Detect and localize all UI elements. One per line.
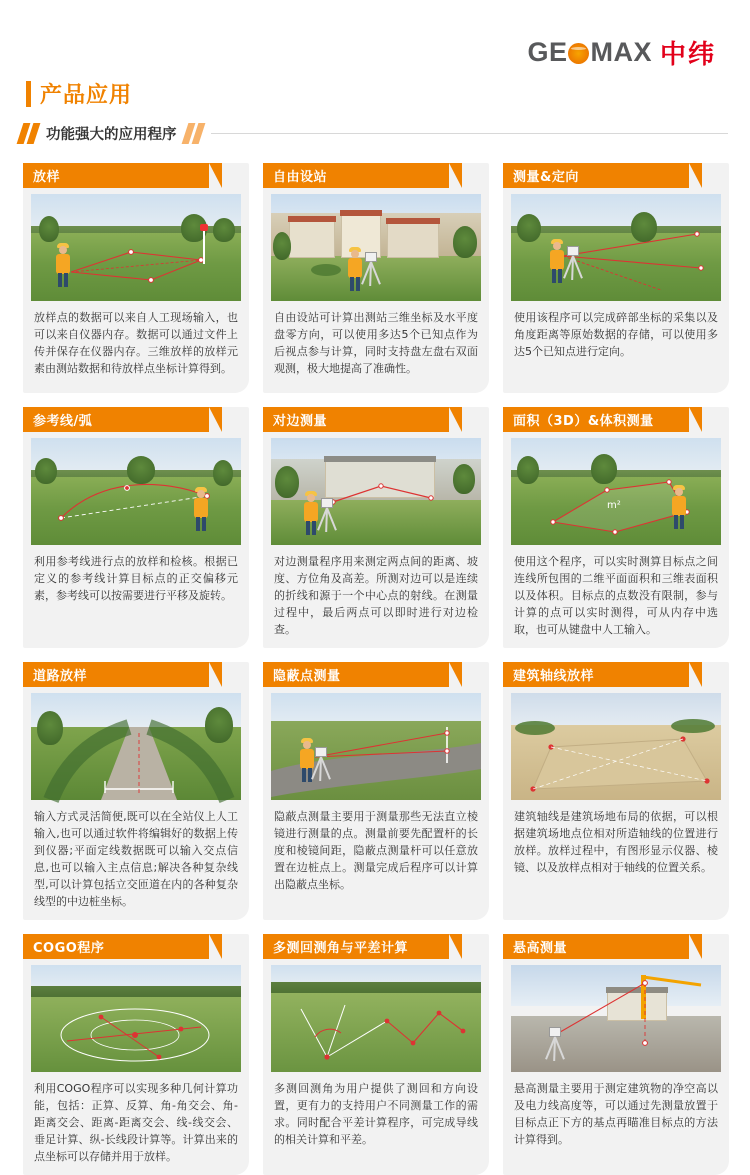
feature-card <box>503 662 729 920</box>
feature-card <box>503 934 729 1175</box>
feature-card <box>503 163 729 393</box>
card-description: 悬高测量主要用于测定建筑物的净空高以及电力线高度等，可以通过先测量放置于目标点正下方的基点再瞄准目标点的方法计算得到。 <box>514 1082 718 1146</box>
card-title: 多测回测角与平差计算 <box>273 941 409 956</box>
card-title: 对边测量 <box>273 414 328 429</box>
card-description: 建筑轴线是建筑场地布局的依据，可以根据建筑场地点位相对所造轴线的位置进行放样。放样过程中，有图形显示仪器、棱镜、以及放样点相对于轴线的位置关系。 <box>514 810 718 874</box>
area-unit-annotation: m² <box>607 500 621 511</box>
card-header <box>23 934 209 959</box>
orange-sphere-icon <box>568 43 589 64</box>
card-header <box>503 407 689 432</box>
feature-card <box>23 662 249 920</box>
card-title: 放样 <box>33 170 61 185</box>
brand-logo <box>527 34 716 71</box>
card-photo <box>511 194 721 301</box>
card-photo <box>271 693 481 800</box>
missing-line-overlay <box>271 438 481 545</box>
card-header <box>263 662 449 687</box>
section-subtitle-row <box>20 118 728 148</box>
reference-line-arc-overlay <box>31 438 241 545</box>
brand-name-left: GE <box>527 37 568 67</box>
card-title: 建筑轴线放样 <box>513 669 595 684</box>
page-title: 产品应用 <box>40 83 133 108</box>
road-scene <box>31 693 241 800</box>
feature-card <box>503 407 729 648</box>
card-description: 对边测量程序用来测定两点间的距离、坡度、方位角及高差。所测对边可以是连续的折线和源于一个中心点的射线。在测量过程中，最后两点可以即时进行对边检查。 <box>274 555 478 636</box>
card-photo <box>271 194 481 301</box>
brand-wordmark <box>527 37 652 68</box>
brand-name-cn: 中纬 <box>659 40 716 70</box>
card-photo <box>271 438 481 545</box>
card-photo <box>511 693 721 800</box>
card-photo <box>31 693 241 800</box>
area-polygon-overlay <box>511 438 721 545</box>
feature-card <box>23 163 249 393</box>
card-description: 利用COGO程序可以实现多种几何计算功能，包括：正算、反算、角-角交会、角-距离交会、距离-距离交会、线-线交会、垂足计算、纵-长线段计算等。计算出来的点坐标可以存储并用于放样。 <box>34 1082 238 1163</box>
card-photo <box>31 965 241 1072</box>
feature-card <box>23 934 249 1175</box>
card-header <box>23 407 209 432</box>
title-accent-bar <box>26 81 31 107</box>
brand-name-right: MAX <box>590 37 652 67</box>
cogo-geometry-overlay <box>31 965 241 1072</box>
remote-height-overlay <box>511 965 721 1072</box>
card-title: COGO程序 <box>33 941 105 956</box>
card-header <box>503 934 689 959</box>
card-photo <box>31 438 241 545</box>
card-photo <box>31 194 241 301</box>
card-header <box>503 163 689 188</box>
card-description: 使用该程序可以完成碎部坐标的采集以及角度距离等原始数据的存储，可以使用多达5个已知点进行定向。 <box>514 311 718 358</box>
feature-card <box>263 163 489 393</box>
card-title: 隐蔽点测量 <box>273 669 341 684</box>
feature-card <box>263 407 489 648</box>
card-title: 悬高测量 <box>513 941 568 956</box>
page-title-block <box>26 78 132 109</box>
multi-round-angle-overlay <box>271 965 481 1072</box>
card-header <box>503 662 689 687</box>
card-title: 测量&定向 <box>513 170 579 185</box>
card-header <box>263 163 449 188</box>
feature-card <box>23 407 249 648</box>
card-title: 道路放样 <box>33 669 88 684</box>
divider <box>211 133 729 134</box>
card-header <box>23 163 209 188</box>
feature-card-grid <box>23 163 729 1175</box>
card-header <box>263 934 449 959</box>
card-description: 自由设站可计算出测站三维坐标及水平度盘零方向，可以使用多达5个已知点作为后视点参与计算，同时支持盘左盘右双面观测，极大地提高了准确性。 <box>274 311 478 375</box>
section-subtitle: 功能强大的应用程序 <box>46 126 177 143</box>
card-description: 利用参考线进行点的放样和检核。根据已定义的参考线计算目标点的正交偏移元素，参考线可以按需要进行平移及旋转。 <box>34 555 238 602</box>
card-photo <box>511 965 721 1072</box>
building-grid-overlay <box>511 693 721 800</box>
card-title: 参考线/弧 <box>33 414 93 429</box>
measure-lines-overlay <box>511 194 721 301</box>
feature-card <box>263 934 489 1175</box>
card-description: 输入方式灵活简便,既可以在全站仪上人工输入,也可以通过软件将编辑好的数据上传到仪器;平面定线数据既可以输入交点信息,也可以输入主点信息;解决各种复杂线型,可以计算包括立交匝道在内的各种复杂线型的中边桩坐标。 <box>34 810 238 908</box>
card-description: 隐蔽点测量主要用于测量那些无法直立棱镜进行测量的点。测量前要先配置杆的长度和棱镜间距，隐蔽点测量杆可以任意放置在边桩点上。测量完成后程序可以计算出隐蔽点坐标。 <box>274 810 478 891</box>
card-description: 使用这个程序，可以实时测算目标点之间连线所包围的二维平面面积和三维表面积以及体积。目标点的点数没有限制，参与计算的点可以实时测得，可从内存中选取，也可从键盘中人工输入。 <box>514 555 718 636</box>
card-description: 放样点的数据可以来自人工现场输入，也可以来自仪器内存。数据可以通过文件上传并保存在仪器内存。三维放样的放样元素由测站数据和待放样点坐标计算得到。 <box>34 311 238 375</box>
card-title: 面积（3D）&体积测量 <box>513 414 654 429</box>
feature-card <box>263 662 489 920</box>
card-description: 多测回测角为用户提供了测回和方向设置，更有力的支持用户不同测量工作的需求。同时配合平差计算程序，可完成导线的相关计算和平差。 <box>274 1082 478 1146</box>
card-photo <box>271 965 481 1072</box>
card-header <box>23 662 209 687</box>
card-photo <box>511 438 721 545</box>
card-header <box>263 407 449 432</box>
card-title: 自由设站 <box>273 170 328 185</box>
prism-pole <box>203 230 205 264</box>
